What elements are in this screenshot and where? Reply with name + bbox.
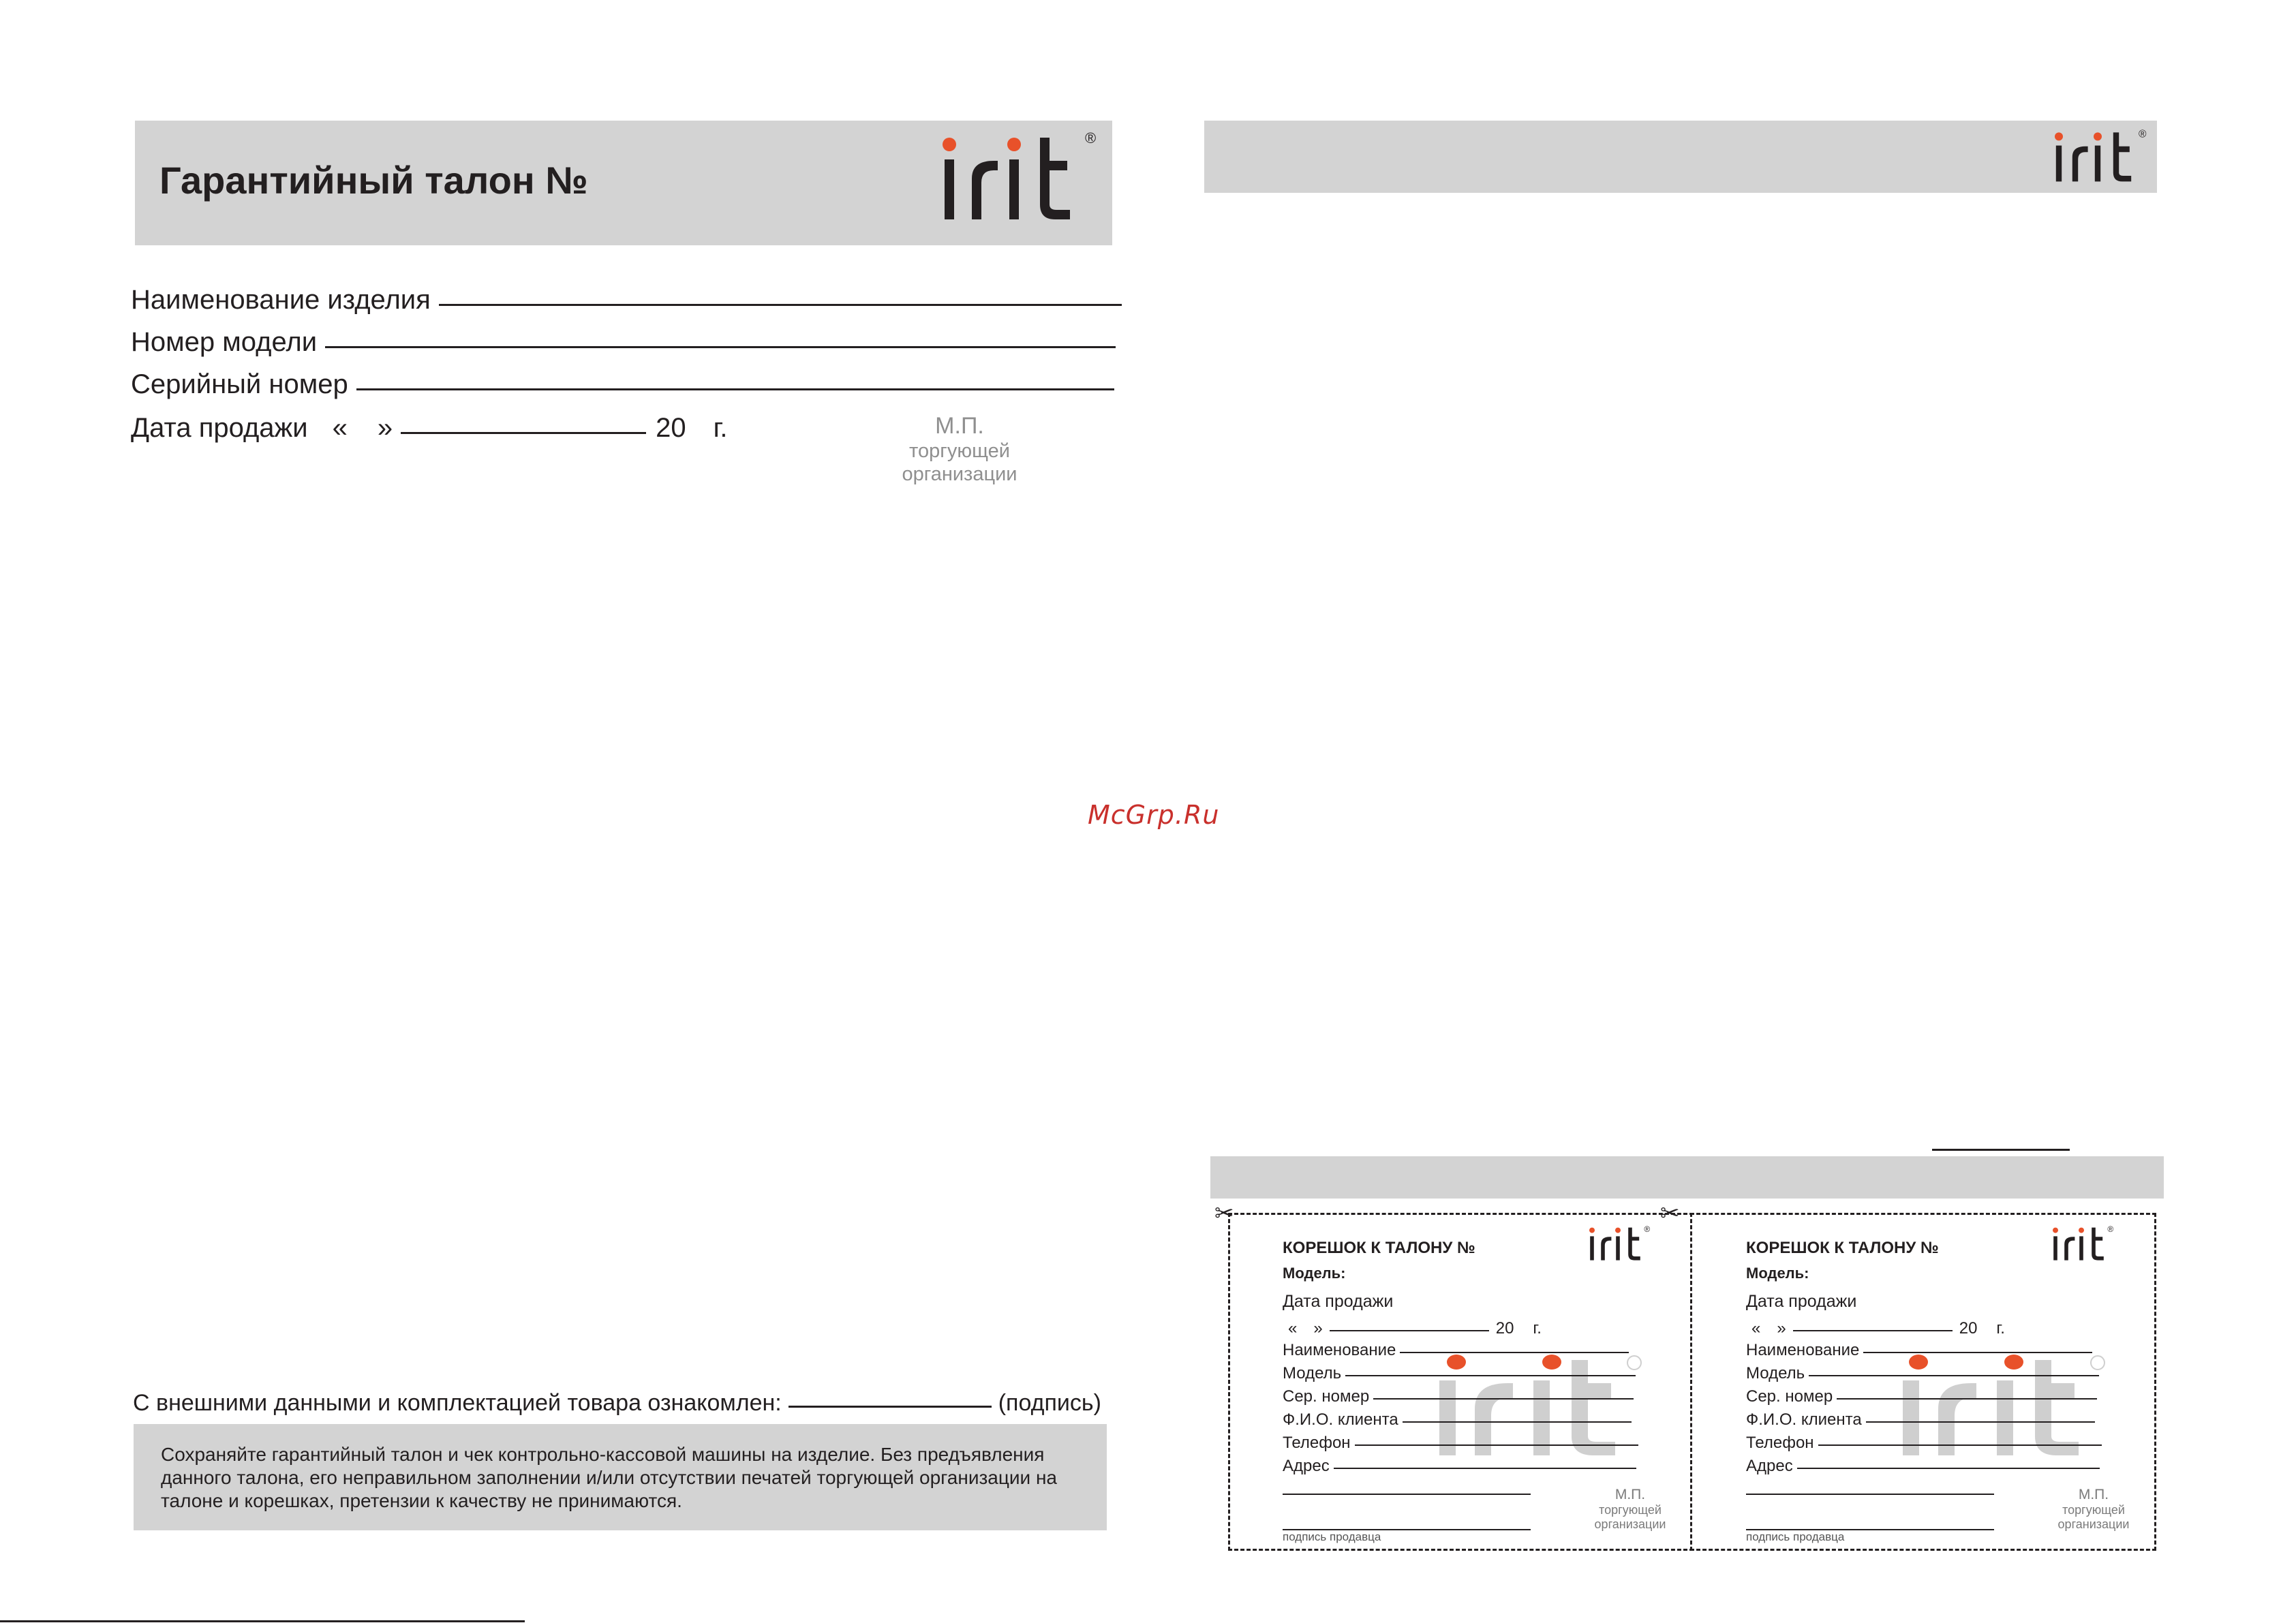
right-header-band bbox=[1204, 121, 2157, 193]
stub-row-address[interactable]: Адрес bbox=[1283, 1457, 1636, 1476]
product-name-underline bbox=[439, 303, 1122, 306]
stub-row-serial[interactable]: Сер. номер bbox=[1746, 1387, 2097, 1406]
stub-row-client[interactable]: Ф.И.О. клиента bbox=[1746, 1410, 2095, 1429]
serial-number-field[interactable]: Серийный номер bbox=[131, 369, 1114, 400]
stub-date-label: Дата продажи bbox=[1746, 1292, 1857, 1311]
stub-row-name[interactable]: Наименование bbox=[1283, 1341, 1629, 1360]
sale-date-field[interactable]: Дата продажи « » 20 г. bbox=[131, 413, 728, 443]
stub-row-name[interactable]: Наименование bbox=[1746, 1341, 2092, 1360]
product-name-field[interactable]: Наименование изделия bbox=[131, 285, 1122, 315]
stub-row-phone[interactable]: Телефон bbox=[1746, 1434, 2102, 1453]
stub-stamp-area: М.П. торгующей организации bbox=[2057, 1487, 2130, 1531]
stub-row-model[interactable]: Модель bbox=[1746, 1364, 2099, 1383]
stub-sign-line bbox=[1283, 1494, 1531, 1495]
irit-logo bbox=[939, 128, 1096, 230]
stub-sign-line bbox=[1746, 1494, 1994, 1495]
notice-text: Сохраняйте гарантийный талон и чек контрольно-кассовой машины на изделие. Без предъявления данного талона, его неправильном заполнении и/или отсутствии печатей торгующей организации на талоне и корешках, претензии к качеству не принимаются. bbox=[161, 1444, 1058, 1511]
stub-model-label: Модель: bbox=[1283, 1265, 1346, 1282]
seller-signature-label: подпись продавца bbox=[1283, 1530, 1381, 1543]
bottom-divider bbox=[0, 1620, 525, 1622]
stub-title: КОРЕШОК К ТАЛОНУ № bbox=[1283, 1239, 1475, 1257]
stub-row-serial[interactable]: Сер. номер bbox=[1283, 1387, 1634, 1406]
model-number-underline bbox=[325, 345, 1116, 348]
svg-text:®: ® bbox=[2107, 1224, 2114, 1234]
serial-number-underline bbox=[356, 388, 1114, 390]
stub-date-field[interactable]: « » 20 г. bbox=[1751, 1319, 2005, 1338]
small-divider bbox=[1932, 1149, 2070, 1151]
svg-text:®: ® bbox=[1644, 1224, 1651, 1234]
stub-2 bbox=[1692, 1217, 2155, 1551]
stub-date-field[interactable]: « » 20 г. bbox=[1288, 1319, 1542, 1338]
sale-date-underline bbox=[401, 432, 646, 434]
irit-logo-stub bbox=[2051, 1224, 2114, 1265]
stub-model-label: Модель: bbox=[1746, 1265, 1809, 1282]
stub-row-phone[interactable]: Телефон bbox=[1283, 1434, 1638, 1453]
model-number-field[interactable]: Номер модели bbox=[131, 327, 1116, 358]
warranty-title: Гарантийный талон № bbox=[159, 159, 588, 202]
stub-row-client[interactable]: Ф.И.О. клиента bbox=[1283, 1410, 1632, 1429]
stub-stamp-area: М.П. торгующей организации bbox=[1594, 1487, 1666, 1531]
seller-stamp-area: М.П. торгующей организации bbox=[902, 413, 1017, 485]
stub-date-label: Дата продажи bbox=[1283, 1292, 1394, 1311]
svg-text:®: ® bbox=[1085, 129, 1096, 146]
scissors-icon: ✂ bbox=[1660, 1201, 1680, 1226]
seller-signature-label: подпись продавца bbox=[1746, 1530, 1845, 1543]
signature-underline bbox=[789, 1406, 992, 1408]
stub-header-band bbox=[1210, 1156, 2164, 1199]
acknowledgement-line[interactable]: С внешними данными и комплектацией товара ознакомлен: (подпись) bbox=[133, 1390, 1101, 1416]
stub-1 bbox=[1228, 1217, 1692, 1551]
stub-row-model[interactable]: Модель bbox=[1283, 1364, 1636, 1383]
svg-text:®: ® bbox=[2139, 128, 2147, 140]
scissors-icon: ✂ bbox=[1214, 1201, 1234, 1226]
irit-logo-stub bbox=[1588, 1224, 1651, 1265]
stub-row-address[interactable]: Адрес bbox=[1746, 1457, 2100, 1476]
watermark-text: McGrp.Ru bbox=[1088, 800, 1220, 830]
stub-title: КОРЕШОК К ТАЛОНУ № bbox=[1746, 1239, 1939, 1257]
irit-logo-small bbox=[2049, 127, 2151, 188]
